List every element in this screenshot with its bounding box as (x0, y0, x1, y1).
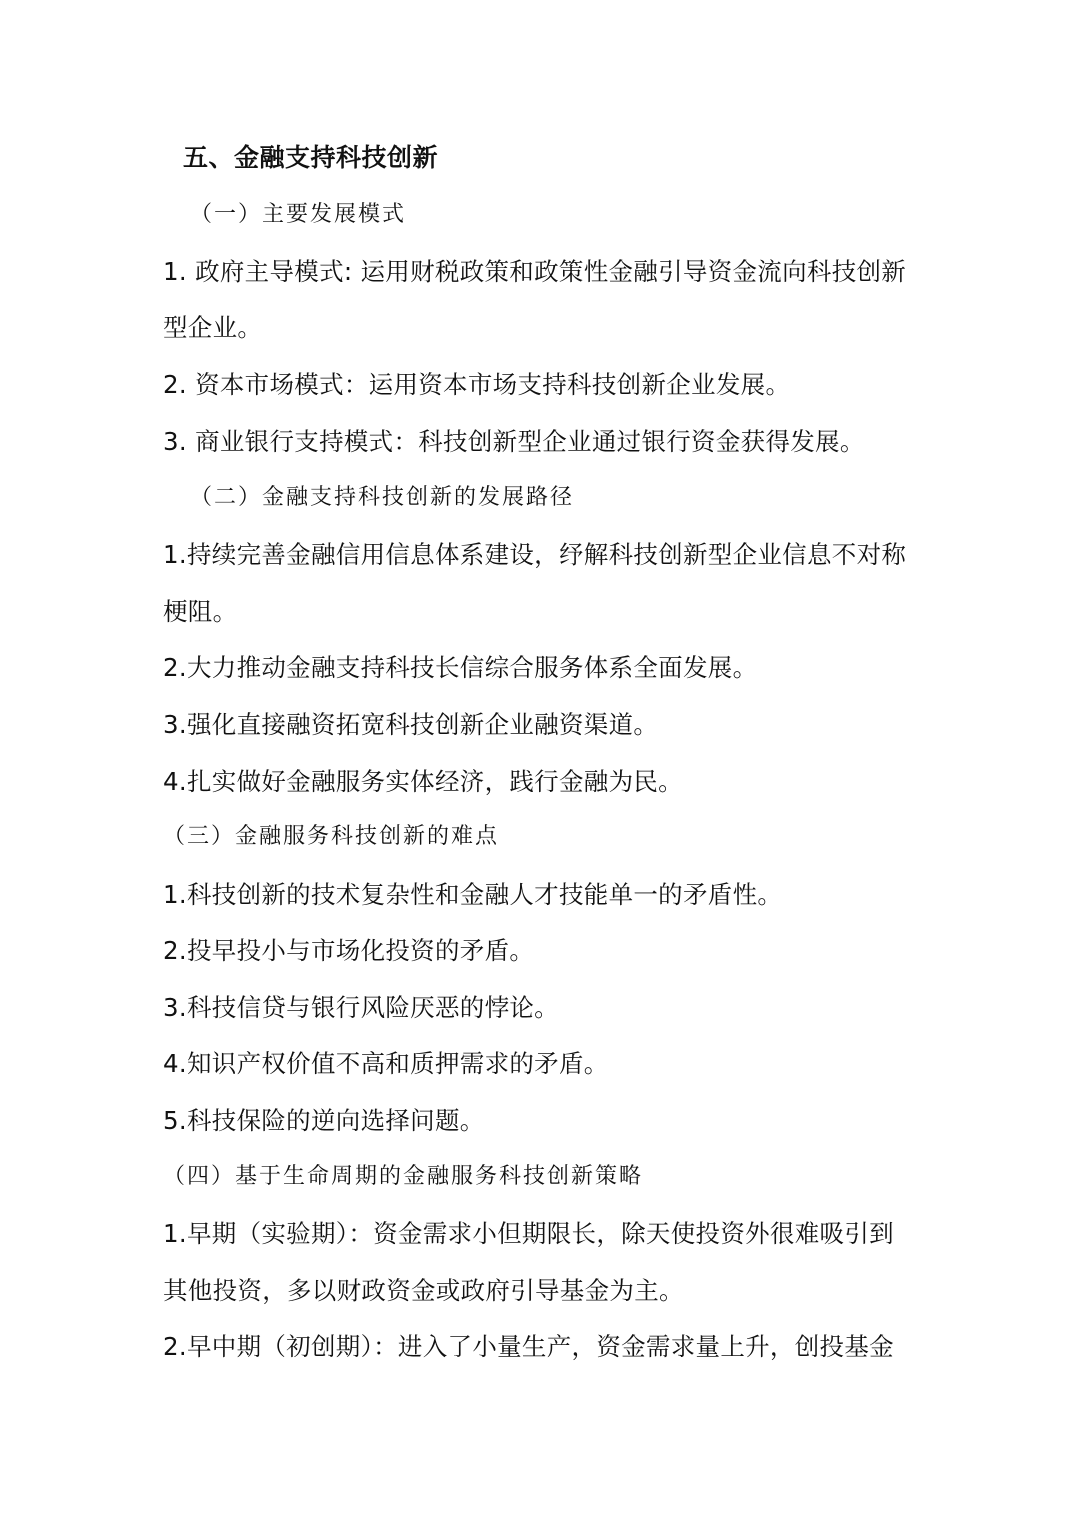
paragraph-line: 2.投早投小与市场化投资的矛盾。 (163, 936, 535, 965)
paragraph-line: 3.强化直接融资拓宽科技创新企业融资渠道。 (163, 710, 659, 739)
subsection-heading-difficulties: （三）金融服务科技创新的难点 (163, 824, 500, 849)
paragraph-line: 5.科技保险的逆向选择问题。 (163, 1106, 485, 1135)
paragraph-line: 4.扎实做好金融服务实体经济，践行金融为民。 (163, 767, 683, 796)
paragraph-line: 4.知识产权价值不高和质押需求的矛盾。 (163, 1049, 609, 1078)
paragraph-line: 其他投资，多以财政资金或政府引导基金为主。 (163, 1276, 684, 1305)
paragraph-line: 2.早中期（初创期）：进入了小量生产，资金需求量上升，创投基金 (163, 1332, 894, 1361)
paragraph-line: 1.持续完善金融信用信息体系建设，纾解科技创新型企业信息不对称 (163, 540, 907, 569)
paragraph-line: 3. 商业银行支持模式：科技创新型企业通过银行资金获得发展。 (163, 427, 865, 456)
section-title: 五、金融支持科技创新 (183, 143, 439, 172)
paragraph-line: 1.科技创新的技术复杂性和金融人才技能单一的矛盾性。 (163, 880, 783, 909)
paragraph-line: 1.早期（实验期）：资金需求小但期限长，除天使投资外很难吸引到 (163, 1219, 894, 1248)
paragraph-line: 1. 政府主导模式: 运用财税政策和政策性金融引导资金流向科技创新 (163, 257, 907, 286)
paragraph-line: 3.科技信贷与银行风险厌恶的悖论。 (163, 993, 559, 1022)
subsection-heading-paths: （二）金融支持科技创新的发展路径 (190, 485, 575, 510)
paragraph-line: 2.大力推动金融支持科技长信综合服务体系全面发展。 (163, 653, 758, 682)
subsection-heading-strategies: （四）基于生命周期的金融服务科技创新策略 (163, 1164, 644, 1189)
paragraph-line: 梗阻。 (163, 597, 238, 626)
paragraph-line: 型企业。 (163, 313, 263, 342)
subsection-heading-modes: （一）主要发展模式 (190, 202, 407, 227)
paragraph-line: 2. 资本市场模式：运用资本市场支持科技创新企业发展。 (163, 370, 791, 399)
